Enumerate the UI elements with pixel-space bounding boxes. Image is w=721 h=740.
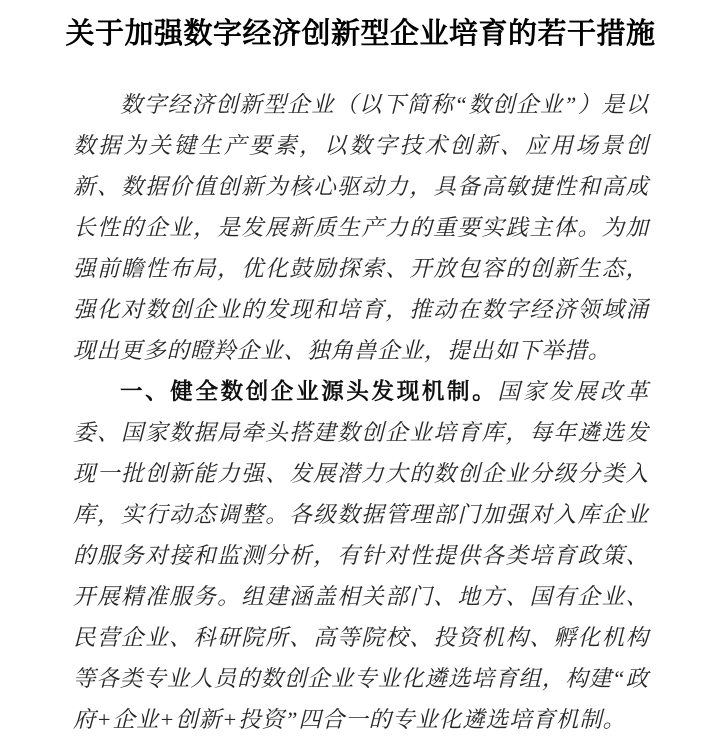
paragraph-2 (73, 371, 649, 740)
paragraph-1-text: 数字经济创新型企业（以下简称“数创企业”）是以数据为关键生产要素，以数字技术创新、应用场景创新、数据价值创新为核心驱动力，具备高敏捷性和高成长性的企业，是发展新质生产力的重要实践主体。为加强前瞻性布局，优化鼓励探索、开放包容的创新生态，强化对数创企业的发现和培育，推动在数字经济领域涌现出更多的瞪羚企业、独角兽企业，提出如下举措。 (73, 92, 649, 363)
document-body (73, 84, 649, 740)
paragraph-1 (73, 84, 649, 371)
section-heading-1: 一、健全数创企业源头发现机制。 (120, 379, 498, 404)
paragraph-2-text: 国家发展改革委、国家数据局牵头搭建数创企业培育库，每年遴选发现一批创新能力强、发展潜力大的数创企业分级分类入库，实行动态调整。各级数据管理部门加强对入库企业的服务对接和监测分析，有针对性提供各类培育政策、开展精准服务。组建涵盖相关部门、地方、国有企业、民营企业、科研院所、高等院校、投资机构、孵化机构等各类专业人员的数创企业专业化遴选培育组，构建“政府+企业+创新+投资”四合一的专业化遴选培育机制。 (73, 379, 649, 732)
document-title: 关于加强数字经济创新型企业培育的若干措施 (65, 18, 656, 50)
